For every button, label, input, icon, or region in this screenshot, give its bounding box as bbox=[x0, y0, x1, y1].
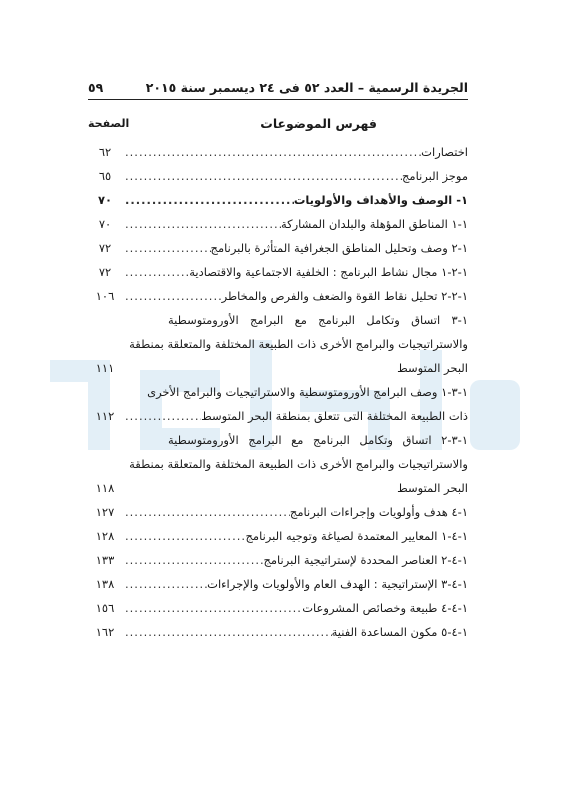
toc-entry-label: ١-٢ وصف وتحليل المناطق الجغرافية المتأثرة بالبرنامج bbox=[210, 241, 468, 255]
dot-leader bbox=[122, 193, 294, 207]
toc-entry-line: البحر المتوسط bbox=[397, 361, 468, 375]
toc-entry-line: ١-٣-٢ اتساق وتكامل البرنامج مع البرامج الأورومتوسطية bbox=[168, 433, 468, 447]
dot-leader bbox=[122, 217, 281, 231]
toc-entry-label: ١-٤-٤ طبيعة وخصائص المشروعات bbox=[302, 601, 468, 615]
toc-entry bbox=[88, 164, 468, 188]
toc-entry bbox=[88, 284, 468, 308]
toc-entry-label: ١- الوصف والأهداف والأولويات bbox=[293, 193, 468, 207]
toc-entry-multiline bbox=[88, 428, 468, 452]
toc-entry bbox=[88, 500, 468, 524]
toc-entry-page: ٦٢ bbox=[98, 145, 112, 159]
toc-entry bbox=[88, 524, 468, 548]
toc-entry bbox=[88, 572, 468, 596]
toc-entry-page: ١٣٣ bbox=[95, 553, 115, 567]
toc-entry-line: والاستراتيجيات والبرامج الأخرى ذات الطبيعة المختلفة والمتعلقة بمنطقة bbox=[129, 337, 468, 351]
toc-entry-line: والاستراتيجيات والبرامج الأخرى ذات الطبيعة المختلفة والمتعلقة بمنطقة bbox=[129, 457, 468, 471]
toc-entry-multiline bbox=[88, 356, 468, 380]
toc-entry-page: ١٢٨ bbox=[95, 529, 115, 543]
toc-heading bbox=[88, 116, 468, 131]
toc-title: فهرس الموضوعات bbox=[260, 116, 377, 131]
toc-entry-page: ٧٠ bbox=[97, 193, 113, 207]
toc-entry-page: ٧٢ bbox=[98, 241, 112, 255]
toc-entry-page: ٧٢ bbox=[98, 265, 112, 279]
toc-entry-page: ١٥٦ bbox=[95, 601, 115, 615]
toc-entry-multiline bbox=[88, 308, 468, 332]
toc-entry-label: ١-٢-١ مجال نشاط البرنامج : الخلفية الاجتماعية والاقتصادية bbox=[189, 265, 468, 279]
dot-leader bbox=[122, 505, 290, 519]
toc-entry-label: ١-٤-٢ العناصر المحددة لإستراتيجية البرنامج bbox=[263, 553, 468, 567]
toc-entry-line: ١-٣ اتساق وتكامل البرنامج مع البرامج الأورومتوسطية bbox=[168, 313, 468, 327]
toc-entry-page: ١٦٢ bbox=[95, 625, 115, 639]
toc-entry-page: ١١١ bbox=[95, 361, 115, 375]
dot-leader bbox=[122, 625, 332, 639]
toc-entry-label: ١-٤-١ المعايير المعتمدة لصياغة وتوجيه البرنامج bbox=[245, 529, 468, 543]
dot-leader bbox=[122, 601, 302, 615]
toc-entry-page: ١٢٧ bbox=[95, 505, 115, 519]
toc-entry-multiline bbox=[88, 332, 468, 356]
page-header bbox=[88, 80, 468, 100]
toc-entry bbox=[88, 140, 468, 164]
dot-leader bbox=[122, 553, 263, 567]
toc-entry bbox=[88, 236, 468, 260]
dot-leader bbox=[122, 169, 402, 183]
toc-entry-label: ١-٢-٢ تحليل نقاط القوة والضعف والفرص والمخاطر bbox=[221, 289, 468, 303]
toc-entry-page: ١١٢ bbox=[95, 409, 115, 423]
toc-entry-line: ١-٣-١ وصف البرامج الأورومتوسطية والاستراتيجيات والبرامج الأخرى bbox=[147, 385, 468, 399]
toc-entry-page: ١١٨ bbox=[95, 481, 115, 495]
toc-entry-label: موجز البرنامج bbox=[401, 169, 468, 183]
toc-entry bbox=[88, 212, 468, 236]
table-of-contents bbox=[88, 140, 468, 644]
header-title: الجريدة الرسمية – العدد ٥٢ فى ٢٤ ديسمبر سنة ٢٠١٥ bbox=[145, 80, 468, 95]
dot-leader bbox=[122, 241, 211, 255]
dot-leader bbox=[122, 529, 245, 543]
toc-entry-page: ٧٠ bbox=[98, 217, 112, 231]
dot-leader bbox=[122, 409, 201, 423]
toc-entry-label: ١-١ المناطق المؤهلة والبلدان المشاركة bbox=[280, 217, 468, 231]
toc-entry-label: اختصارات bbox=[421, 145, 468, 159]
dot-leader bbox=[122, 265, 189, 279]
toc-entry-section bbox=[88, 188, 468, 212]
toc-entry-label: ١-٤-٥ مكون المساعدة الفنية bbox=[331, 625, 468, 639]
toc-entry-label: ١-٤ هدف وأولويات وإجراءات البرنامج bbox=[289, 505, 468, 519]
page-column-label: الصفحة bbox=[88, 117, 130, 130]
header-page-number: ٥٩ bbox=[88, 80, 104, 95]
toc-entry-page: ٦٥ bbox=[98, 169, 112, 183]
toc-entry-page: ١٠٦ bbox=[95, 289, 115, 303]
toc-entry-multiline bbox=[88, 476, 468, 500]
dot-leader bbox=[122, 145, 421, 159]
toc-entry-multiline bbox=[88, 452, 468, 476]
toc-entry-multiline bbox=[88, 404, 468, 428]
toc-entry bbox=[88, 548, 468, 572]
toc-entry-label: ١-٤-٣ الإستراتيجية : الهدف العام والأولويات والإجراءات bbox=[207, 577, 468, 591]
toc-entry bbox=[88, 596, 468, 620]
toc-entry-line: البحر المتوسط bbox=[397, 481, 468, 495]
toc-entry bbox=[88, 620, 468, 644]
toc-entry-multiline bbox=[88, 380, 468, 404]
dot-leader bbox=[122, 289, 222, 303]
dot-leader bbox=[122, 577, 207, 591]
toc-entry-page: ١٣٨ bbox=[95, 577, 115, 591]
toc-entry-line: ذات الطبيعة المختلفة التى تتعلق بمنطقة البحر المتوسط bbox=[201, 409, 468, 423]
toc-entry bbox=[88, 260, 468, 284]
